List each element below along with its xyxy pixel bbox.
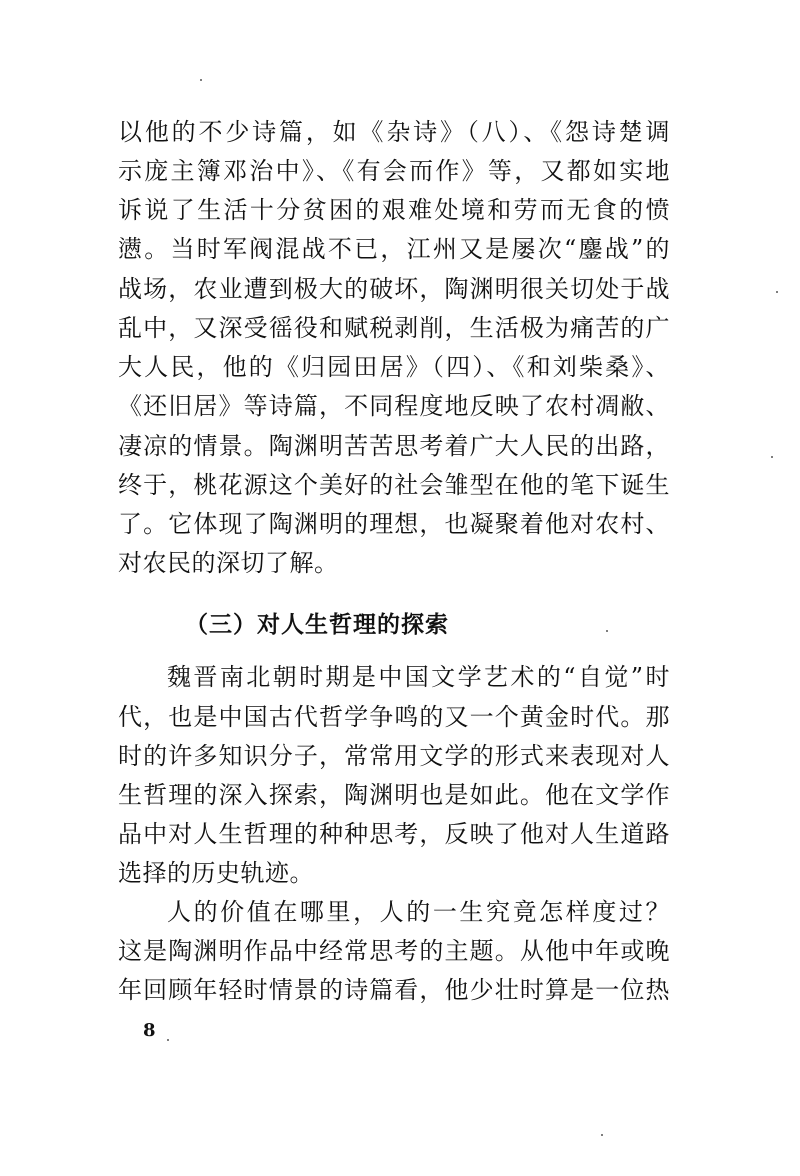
text-line: 懑。当时军阀混战不已，江州又是屡次“鏖战”的 [118, 235, 670, 263]
text-line: 凄凉的情景。陶渊明苦苦思考着广大人民的出路， [118, 432, 670, 460]
text-line: 《还旧居》等诗篇，不同程度地反映了农村凋敝、 [118, 392, 670, 420]
scan-speck [200, 79, 202, 81]
text-line: 生哲理的深入探索，陶渊明也是如此。他在文学作 [118, 781, 670, 809]
scan-speck [601, 1134, 603, 1136]
text-line: 时的许多知识分子，常常用文学的形式来表现对人 [118, 742, 670, 770]
text-line: 选择的历史轨迹。 [118, 859, 314, 887]
text-line: 以他的不少诗篇，如《杂诗》（八）、《怨诗楚调 [118, 118, 670, 146]
text-line: 乱中，又深受徭役和赋税剥削，生活极为痛苦的广 [118, 314, 670, 342]
text-line: 大人民，他的《归园田居》（四）、《和刘柴桑》、 [118, 353, 670, 381]
scan-speck [606, 630, 608, 632]
text-line: 这是陶渊明作品中经常思考的主题。从他中年或晚 [118, 937, 670, 965]
text-line: 战场，农业遭到极大的破坏，陶渊明很关切处于战 [118, 275, 670, 303]
text-line: 魏晋南北朝时期是中国文学艺术的“自觉”时 [167, 663, 670, 691]
text-line: 示庞主簿邓治中》、《有会而作》等，又都如实地 [118, 157, 670, 185]
text-line: 诉说了生活十分贫困的艰难处境和劳而无食的愤 [118, 196, 670, 224]
text-line: 代，也是中国古代哲学争鸣的又一个黄金时代。那 [118, 703, 670, 731]
scan-speck [771, 456, 773, 458]
text-line: 终于，桃花源这个美好的社会雏型在他的笔下诞生 [118, 471, 670, 499]
text-line: 人的价值在哪里，人的一生究竟怎样度过？ [167, 898, 670, 926]
section-heading: （三）对人生哲理的探索 [185, 611, 449, 638]
text-line: 品中对人生哲理的种种思考，反映了他对人生道路 [118, 820, 670, 848]
page-number: 8 [143, 1020, 156, 1041]
text-line: 年回顾年轻时情景的诗篇看，他少壮时算是一位热 [118, 976, 670, 1004]
text-line: 了。它体现了陶渊明的理想，也凝聚着他对农村、 [118, 510, 670, 538]
text-line: 对农民的深切了解。 [118, 549, 339, 577]
scan-speck [167, 1039, 169, 1041]
scan-speck [776, 291, 778, 293]
